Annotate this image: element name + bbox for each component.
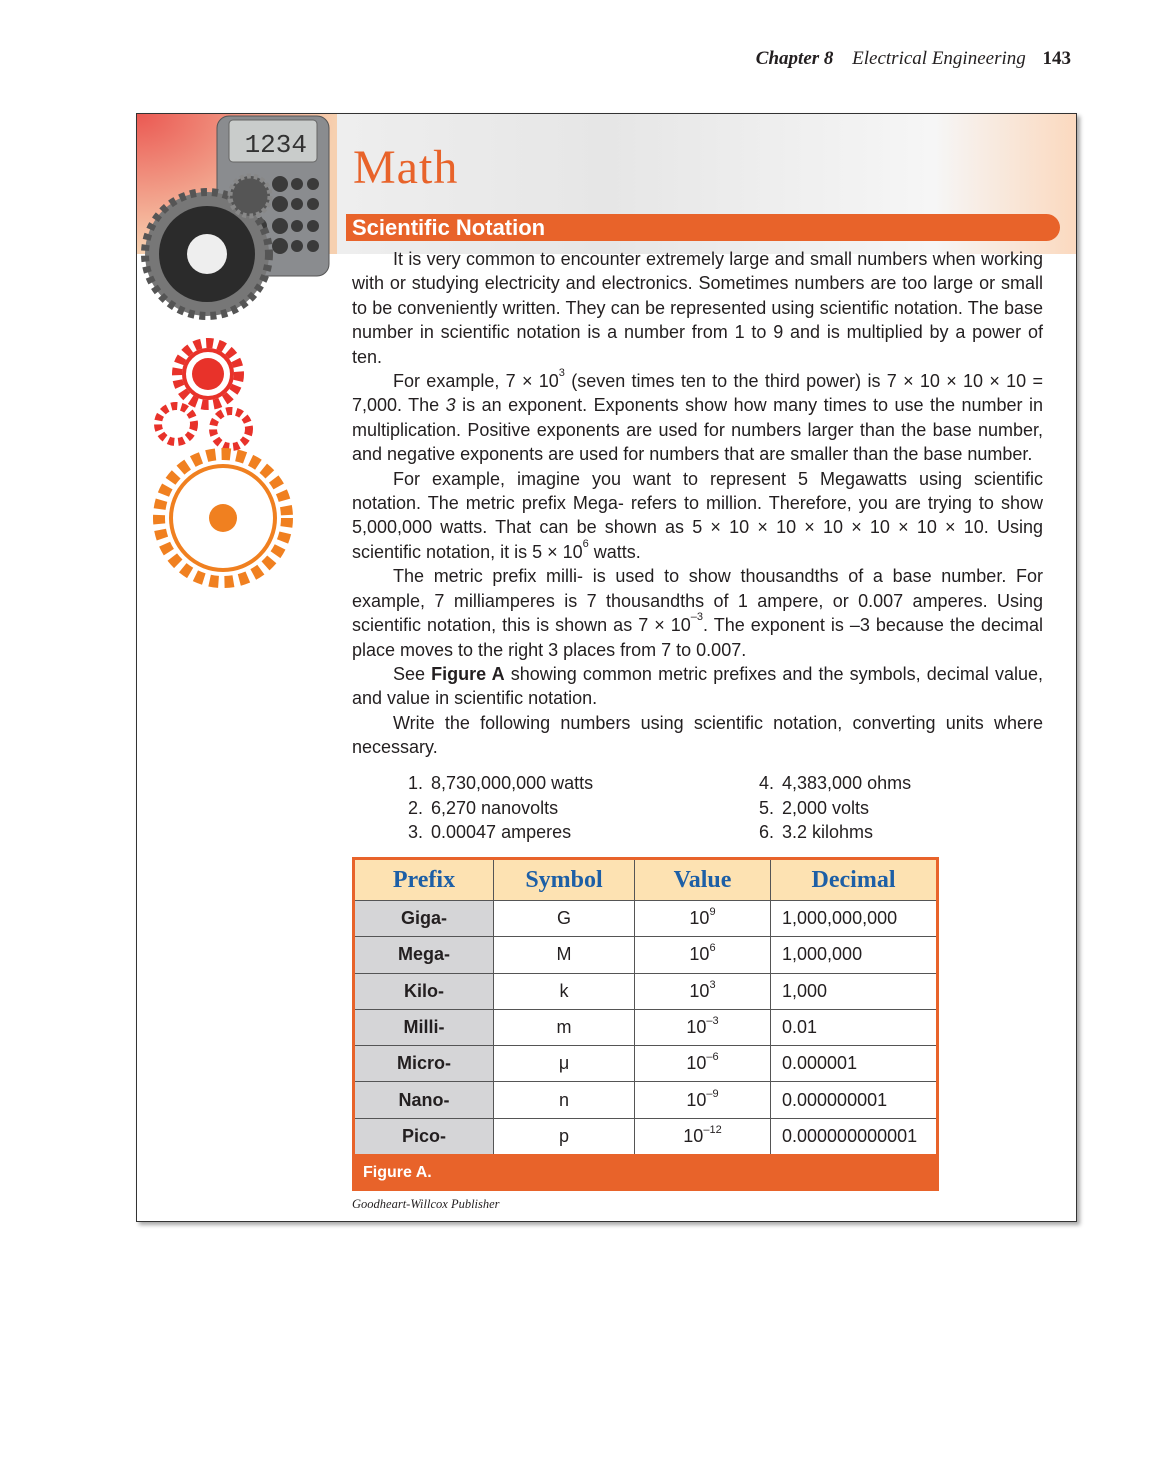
exercise-item bbox=[392, 820, 571, 845]
chapter-title: Electrical Engineering bbox=[852, 48, 1026, 69]
exercise-number: 2. bbox=[407, 797, 423, 818]
exponent: –3 bbox=[690, 611, 704, 624]
exercise-item bbox=[743, 796, 869, 821]
column-header: Prefix bbox=[355, 860, 494, 901]
exercise-item bbox=[743, 820, 873, 845]
text-run: Figure A bbox=[431, 663, 505, 684]
text-run: For example, imagine you want to represent 5 Megawatts using scientific notation. The metric prefix Mega- refers to million. Therefore, you are trying to show 5,000,000 watts. That can be shown as 5 × 10 × 10 × 10 × 10 × 10 × 10. Using scientific notation, it is 5 × 10 bbox=[352, 468, 1043, 562]
value-exponent: –9 bbox=[706, 1087, 719, 1100]
decimal-cell: 1,000 bbox=[771, 973, 937, 1009]
exercise-item bbox=[743, 771, 911, 796]
exponent: 3 bbox=[558, 367, 565, 380]
prefix-cell: Pico- bbox=[355, 1118, 494, 1154]
exercise-text: 2,000 volts bbox=[782, 797, 870, 818]
decimal-cell: 0.000001 bbox=[771, 1046, 937, 1082]
metric-prefix-table bbox=[355, 860, 936, 1154]
calculator-display: 1234 bbox=[244, 130, 307, 160]
column-header: Value bbox=[635, 860, 771, 901]
paragraph bbox=[352, 247, 1043, 369]
decimal-cell: 0.000000000001 bbox=[771, 1118, 937, 1154]
symbol-cell: μ bbox=[494, 1046, 635, 1082]
table-row bbox=[355, 1118, 936, 1154]
value-base: 10 bbox=[689, 980, 710, 1001]
text-run: (seven times ten to the third power) is 7 × 10 × 10 × 10 = 7,000. The bbox=[352, 371, 1043, 416]
value-base: 10 bbox=[686, 1053, 707, 1074]
prefix-cell: Milli- bbox=[355, 1009, 494, 1045]
section-heading: Scientific Notation bbox=[346, 214, 1060, 241]
text-run: Write the following numbers using scientific notation, converting units where necessary. bbox=[352, 712, 1043, 758]
value-base: 10 bbox=[689, 944, 710, 965]
figure-caption: Figure A. bbox=[352, 1154, 939, 1191]
text-run: For example, 7 × 10 bbox=[393, 371, 559, 392]
value-exponent: 6 bbox=[709, 942, 716, 955]
value-cell bbox=[635, 1046, 771, 1082]
exercise-number: 4. bbox=[758, 773, 774, 793]
table-row bbox=[355, 1082, 936, 1118]
text-run: is an exponent. Exponents show how many times to use the number in multiplication. Positive exponents are used for numbers larger than the base number, and negative exponents are used for numbers that are smaller than the base number. bbox=[352, 395, 1043, 465]
paragraph bbox=[352, 369, 1043, 467]
value-cell bbox=[635, 1082, 771, 1118]
table-row bbox=[355, 1046, 936, 1082]
table-row bbox=[355, 973, 936, 1009]
page-number: 143 bbox=[1042, 48, 1071, 69]
text-run: . The exponent is –3 because the decimal place moves to the right 3 places from 7 to 0.007. bbox=[352, 615, 1043, 660]
exercise-text: 6,270 nanovolts bbox=[431, 797, 559, 818]
exercise-text: 3.2 kilohms bbox=[782, 822, 874, 843]
prefix-cell: Nano- bbox=[355, 1082, 494, 1118]
paragraph bbox=[352, 467, 1043, 565]
table-row bbox=[355, 937, 936, 973]
value-exponent: –6 bbox=[706, 1051, 719, 1064]
table-row bbox=[355, 1009, 936, 1045]
figure-credit: Goodheart-Willcox Publisher bbox=[352, 1197, 500, 1211]
exercise-item bbox=[392, 771, 593, 796]
value-cell bbox=[635, 937, 771, 973]
column-header: Decimal bbox=[771, 860, 937, 901]
exercise-text: 4,383,000 ohms bbox=[782, 773, 912, 793]
paragraph bbox=[352, 662, 1043, 711]
exercise-text: 0.00047 amperes bbox=[431, 822, 572, 843]
value-exponent: 3 bbox=[709, 978, 716, 991]
exercise-number: 5. bbox=[758, 797, 774, 818]
symbol-cell: M bbox=[494, 937, 635, 973]
value-base: 10 bbox=[686, 1017, 707, 1038]
running-head bbox=[756, 48, 1071, 70]
prefix-cell: Micro- bbox=[355, 1046, 494, 1082]
exponent: 6 bbox=[582, 537, 589, 550]
figure-a bbox=[352, 857, 939, 1191]
text-run: watts. bbox=[588, 541, 641, 562]
value-cell bbox=[635, 973, 771, 1009]
decimal-cell: 1,000,000 bbox=[771, 937, 937, 973]
text-run: 3 bbox=[445, 395, 456, 416]
symbol-cell: p bbox=[494, 1118, 635, 1154]
decimal-cell: 1,000,000,000 bbox=[771, 901, 937, 937]
red-gear-icon bbox=[158, 343, 249, 447]
text-run: The metric prefix milli- is used to show thousandths of a base number. For example, 7 milliamperes is 7 thousandths of 1 ampere, or 0.007 amperes. Using scientific notation, this is shown as 7 × 10 bbox=[352, 566, 1043, 636]
table-header-row bbox=[355, 860, 936, 901]
prefix-cell: Giga- bbox=[355, 901, 494, 937]
exercise-number: 3. bbox=[407, 822, 423, 843]
value-exponent: 9 bbox=[709, 906, 716, 919]
prefix-cell: Kilo- bbox=[355, 973, 494, 1009]
exercise-text: 8,730,000,000 watts bbox=[431, 773, 594, 793]
table-row bbox=[355, 901, 936, 937]
text-run: See bbox=[393, 663, 432, 684]
feature-title: Math bbox=[353, 141, 459, 194]
value-base: 10 bbox=[689, 908, 710, 929]
orange-gear-icon bbox=[159, 454, 287, 582]
decimal-cell: 0.000000001 bbox=[771, 1082, 937, 1118]
exercise-number: 6. bbox=[758, 822, 774, 843]
column-header: Symbol bbox=[494, 860, 635, 901]
body-text bbox=[352, 247, 1043, 760]
decimal-cell: 0.01 bbox=[771, 1009, 937, 1045]
value-exponent: –3 bbox=[706, 1015, 719, 1028]
chapter-label: Chapter 8 bbox=[755, 48, 834, 69]
symbol-cell: G bbox=[494, 901, 635, 937]
exercise-number: 1. bbox=[407, 773, 423, 793]
symbol-cell: m bbox=[494, 1009, 635, 1045]
value-cell bbox=[635, 1009, 771, 1045]
value-base: 10 bbox=[683, 1125, 704, 1146]
paragraph bbox=[352, 711, 1043, 760]
paragraph bbox=[352, 564, 1043, 662]
value-cell bbox=[635, 1118, 771, 1154]
value-cell bbox=[635, 901, 771, 937]
value-base: 10 bbox=[686, 1089, 707, 1110]
symbol-cell: k bbox=[494, 973, 635, 1009]
text-run: It is very common to encounter extremely large and small numbers when working with or studying electricity and electronics. Sometimes numbers are too large or small to be conveniently written. They can be represented using scientific notation. The base number in scientific notation is a number from 1 to 9 and is multiplied by a power of ten. bbox=[352, 249, 1043, 367]
exercise-item bbox=[392, 796, 558, 821]
prefix-cell: Mega- bbox=[355, 937, 494, 973]
symbol-cell: n bbox=[494, 1082, 635, 1118]
calculator-gears-illustration bbox=[137, 114, 337, 594]
math-feature-box bbox=[136, 113, 1077, 1222]
text-run: showing common metric prefixes and the symbols, decimal value, and value in scientific notation. bbox=[352, 663, 1043, 709]
value-exponent: –12 bbox=[703, 1123, 722, 1136]
